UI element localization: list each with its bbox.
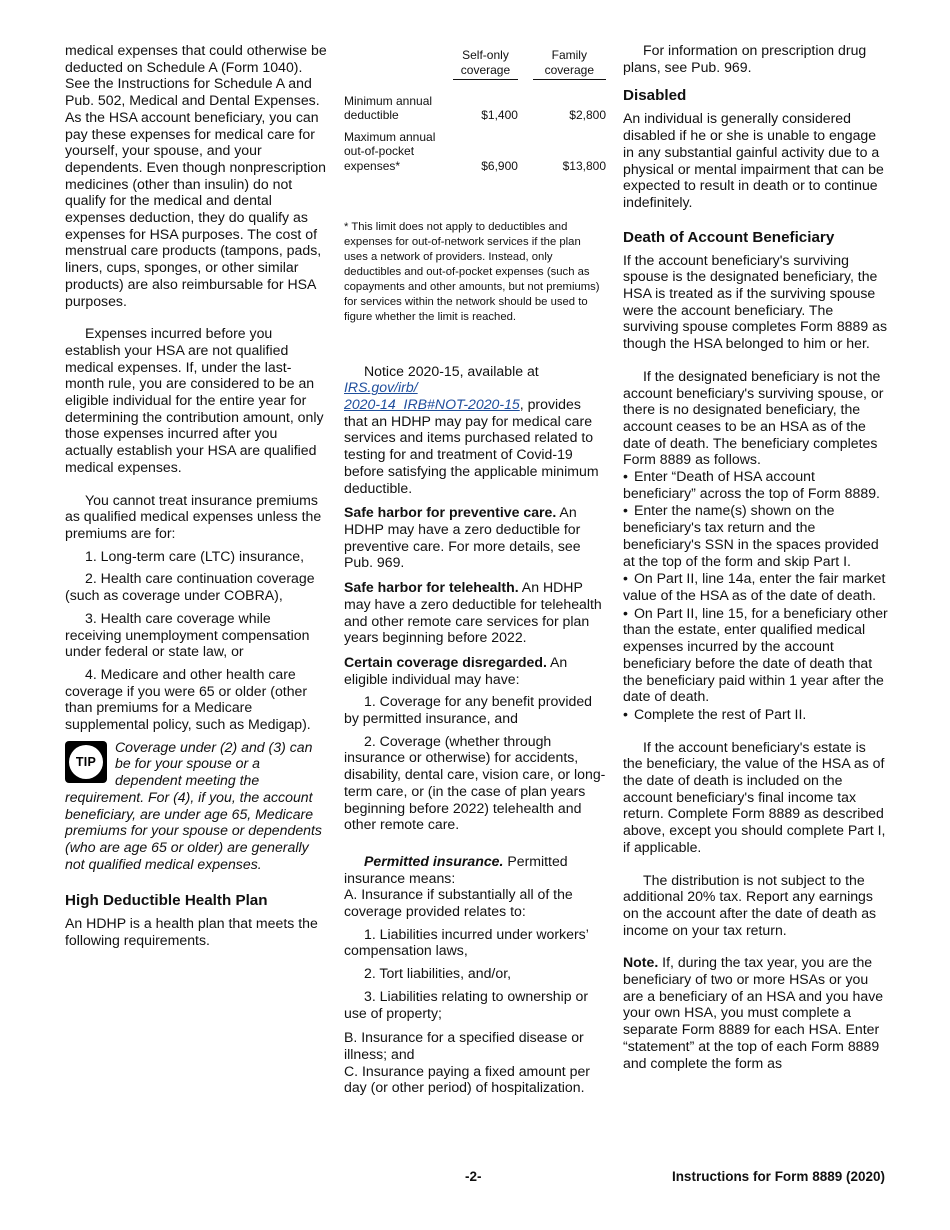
paragraph-hdhp-intro: An HDHP is a health plan that meets the following requirements. xyxy=(65,915,318,949)
table-cell-label: Minimum annual deductible xyxy=(344,93,433,123)
page-number: -2- xyxy=(465,1169,482,1184)
list-item-tort: 2. Tort liabilities, and/or, xyxy=(364,965,512,982)
column-middle xyxy=(344,42,606,1096)
list-item-workers-comp: 1. Liabilities incurred under workers’ compensation laws, xyxy=(344,925,589,959)
list-item-permitted-insurance: 1. Coverage for any benefit provided by permitted insurance, and xyxy=(344,693,592,727)
bullet-item: • Enter the name(s) shown on the beneficiary's tax return and the beneficiary's SSN in the spaces provided at the top of the form and skip Part I. xyxy=(623,502,888,569)
tip-text: Coverage under (2) and (3) can be for your spouse or a dependent meeting the requirement. For (4), if you, the account beneficiary, are under age 65, Medicare premiums for your spouse or dependents (who are age 65 or older) are generally not qualified medical expenses. xyxy=(65,738,322,872)
paragraph-estate-beneficiary: If the account beneficiary's estate is the beneficiary, the value of the HSA as of the date of death is included on the account beneficiary's final income tax return. Complete Form 8889 as described above, except you should complete Part I, if applicable. xyxy=(623,738,886,855)
paragraph-insurance-c: C. Insurance paying a fixed amount per day (or other period) of hospitalization. xyxy=(344,1062,591,1096)
column-left xyxy=(65,42,327,949)
paragraph-notice: Notice 2020-15, available at IRS.gov/irb/ 2020-14_IRB#NOT-2020-15, provides that an HDHP may pay for medical care services and items purchased related to testing for and treatment of Covid-19 before satisfying the applicable minimum deductible. xyxy=(344,362,599,496)
notice-link[interactable]: IRS.gov/irb/ 2020-14_IRB#NOT-2020-15 xyxy=(344,379,520,413)
list-item-cobra: 2. Health care continuation coverage (such as coverage under COBRA), xyxy=(65,570,315,604)
footer-document-title: Instructions for Form 8889 (2020) xyxy=(671,1169,885,1184)
list-item-coverage-accidents: 2. Coverage (whether through insurance or otherwise) for accidents, disability, dental care, vision care, or long-term care, or (in the case of plan years beginning before 2022) telehealth and other remote care. xyxy=(344,732,606,833)
paragraph-safe-harbor-preventive: Safe harbor for preventive care. An HDHP may have a zero deductible for preventive care. For more details, see Pub. 969. xyxy=(344,504,581,571)
paragraph-insurance-a: A. Insurance if substantially all of the coverage provided relates to: xyxy=(344,886,573,920)
heading-disabled: Disabled xyxy=(623,87,687,105)
hdhp-limits-table xyxy=(344,48,606,174)
list-item-medicare: 4. Medicare and other health care coverage if you were 65 or older (other than premiums for a Medicare supplemental policy, such as Medigap). xyxy=(65,665,311,733)
table-cell-value: $1,400 xyxy=(481,108,518,123)
list-item-ltc: 1. Long-term care (LTC) insurance, xyxy=(85,547,305,564)
paragraph-distribution-tax: The distribution is not subject to the additional 20% tax. Report any earnings on the account after the date of death as income on your tax return. xyxy=(623,871,877,938)
paragraph-safe-harbor-telehealth: Safe harbor for telehealth. An HDHP may have a zero deductible for telehealth and other remote care services for plan years beginning before 2022. xyxy=(344,579,602,646)
heading-death-of-beneficiary: Death of Account Beneficiary xyxy=(623,228,835,246)
heading-hdhp: High Deductible Health Plan xyxy=(65,892,268,910)
column-right xyxy=(623,42,888,1071)
tip-icon: TIP xyxy=(65,741,107,783)
paragraph-disabled: An individual is generally considered disabled if he or she is unable to engage in any substantial gainful activity due to a physical or mental impairment that can be expected to result in death or to continue indefinitely. xyxy=(623,110,884,210)
list-item-property: 3. Liabilities relating to ownership or use of property; xyxy=(344,987,589,1021)
list-item-unemployment: 3. Health care coverage while receiving unemployment compensation under federal or state law, or xyxy=(65,609,310,660)
paragraph-permitted-insurance: Permitted insurance. Permitted insurance means: xyxy=(344,852,568,886)
table-cell-label: Maximum annual out-of-pocket expenses* xyxy=(344,129,436,174)
paragraph-coverage-disregarded: Certain coverage disregarded. An eligible individual may have: xyxy=(344,653,568,687)
table-header-self-only: Self-only coverage xyxy=(453,48,518,80)
paragraph-surviving-spouse: If the account beneficiary's surviving spouse is the designated beneficiary, the HSA is treated as if the surviving spouse were the account beneficiary. The surviving spouse completes Form 8889 as though the HSA belonged to him or her. xyxy=(623,251,887,352)
table-row xyxy=(344,123,606,174)
paragraph-medical-expenses: medical expenses that could otherwise be deducted on Schedule A (Form 1040). See the Instructions for Schedule A and Pub. 502, Medical and Dental Expenses. As the HSA account beneficiary, you can pay these expenses for medical care for yourself, your spouse, and your dependents. Even though nonprescription medicines (other than insulin) do not qualify for the medical and dental expenses deduction, they do qualify as expenses for HSA purposes. The cost of menstrual care products (tampons, pads, liners, cups, sponges, or other similar products) are also reimbursable for HSA purposes. xyxy=(65,42,327,309)
bullet-item: • On Part II, line 14a, enter the fair market value of the HSA as of the date of death. xyxy=(623,570,888,603)
table-cell-value: $6,900 xyxy=(481,159,518,174)
bullet-item: • Complete the rest of Part II. xyxy=(623,706,888,723)
paragraph-insurance-premiums: You cannot treat insurance premiums as qualified medical expenses unless the premiums are for: xyxy=(65,491,322,541)
table-row xyxy=(344,80,606,123)
tip-box xyxy=(65,739,327,873)
paragraph-note: Note. If, during the tax year, you are the beneficiary of two or more HSAs or you are a beneficiary of an HSA and you have your own HSA, you must complete a separate Form 8889 for each HSA. Enter “statement” at the top of each Form 8889 and complete the form as xyxy=(623,954,884,1071)
paragraph-expenses-before-hsa: Expenses incurred before you establish your HSA are not qualified medical expenses. If, under the last-month rule, you are considered to be an eligible individual for the entire year for determining the contribution amount, only those expenses incurred after you actually establish your HSA are qualified medical expenses. xyxy=(65,325,324,475)
paragraph-designated-beneficiary: If the designated beneficiary is not the account beneficiary's surviving spouse, or there is no designated beneficiary, the account ceases to be an HSA as of the date of death. The beneficiary completes Form 8889 as follows. xyxy=(623,367,884,468)
table-header-blank xyxy=(344,48,453,80)
table-header-family: Family coverage xyxy=(533,48,606,80)
bullet-item: • Enter “Death of HSA account beneficiary” across the top of Form 8889. xyxy=(623,468,888,501)
table-footnote: * This limit does not apply to deductibles and expenses for out-of-network services if the plan uses a network of providers. Instead, only deductibles and out-of-pocket expenses (such as copayments and other amounts, but not premiums) for services within the network should be used to figure whether the limit is reached. xyxy=(344,220,600,323)
paragraph-insurance-b: B. Insurance for a specified disease or illness; and xyxy=(344,1029,584,1062)
table-cell-value: $2,800 xyxy=(569,108,606,123)
table-cell-value: $13,800 xyxy=(562,159,606,174)
paragraph-prescription-drug: For information on prescription drug plans, see Pub. 969. xyxy=(623,42,867,75)
table-header-row xyxy=(344,48,606,80)
bullet-item: • On Part II, line 15, for a beneficiary other than the estate, enter qualified medical expenses incurred by the account beneficiary before the date of death that the beneficiary paid within 1 year after the date of death. xyxy=(623,605,888,705)
